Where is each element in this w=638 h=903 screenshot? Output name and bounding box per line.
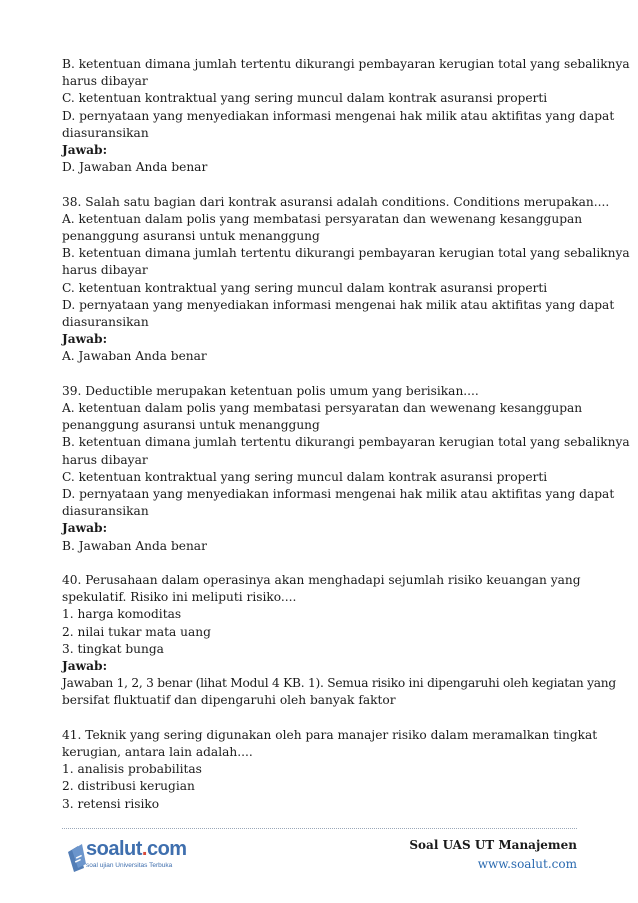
text-line: diasuransikan: [62, 315, 149, 330]
question-38: 38. Salah satu bagian dari kontrak asuransi adalah conditions. Conditions merupakan....: [62, 194, 610, 209]
answer-heading: Jawab:: [62, 521, 108, 536]
text-line: B. ketentuan dimana jumlah tertentu dikurangi pembayaran kerugian total yang sebaliknya: [62, 435, 630, 450]
text-line: A. ketentuan dalam polis yang membatasi persyaratan dan wewenang kesanggupan: [62, 401, 583, 416]
document-body: [62, 56, 630, 813]
logo-domain: com: [146, 838, 187, 860]
spacer: [62, 366, 577, 383]
text-line: D. pernyataan yang menyediakan informasi mengenai hak milik atau aktifitas yang dapat: [62, 487, 615, 502]
text-line: diasuransikan: [62, 125, 149, 140]
text-line: 2. nilai tukar mata uang: [62, 624, 211, 639]
text-line: C. ketentuan kontraktual yang sering muncul dalam kontrak asuransi properti: [62, 280, 548, 295]
text-line: B. ketentuan dimana jumlah tertentu dikurangi pembayaran kerugian total yang sebaliknya: [62, 246, 630, 261]
logo-dot: .: [141, 838, 147, 860]
footer-divider: [62, 828, 577, 829]
text-line: 3. retensi risiko: [62, 796, 160, 811]
text-line: harus dibayar: [62, 263, 148, 278]
text-line: spekulatif. Risiko ini meliputi risiko....: [62, 590, 297, 605]
text-line: A. ketentuan dalam polis yang membatasi persyaratan dan wewenang kesanggupan: [62, 211, 583, 226]
answer-heading: Jawab:: [62, 143, 108, 158]
logo-tagline: soal ujian Universitas Terbuka: [86, 862, 173, 869]
question-41: 41. Teknik yang sering digunakan oleh para manajer risiko dalam meramalkan tingkat: [62, 727, 598, 742]
spacer: [62, 176, 577, 193]
text-line: 1. harga komoditas: [62, 607, 182, 622]
footer-url-link[interactable]: www.soalut.com: [477, 857, 577, 871]
text-line: harus dibayar: [62, 452, 148, 467]
question-39: 39. Deductible merupakan ketentuan polis umum yang berisikan....: [62, 383, 479, 398]
text-line: C. ketentuan kontraktual yang sering muncul dalam kontrak asuransi properti: [62, 469, 548, 484]
text-line: B. ketentuan dimana jumlah tertentu dikurangi pembayaran kerugian total yang sebaliknya: [62, 57, 630, 71]
text-line: C. ketentuan kontraktual yang sering muncul dalam kontrak asuransi properti: [62, 91, 548, 106]
answer-heading: Jawab:: [62, 659, 108, 674]
answer-text: bersifat fluktuatif dan dipengaruhi oleh banyak faktor: [62, 693, 396, 708]
text-line: penanggung asuransi untuk menanggung: [62, 418, 320, 433]
text-line: kerugian, antara lain adalah....: [62, 745, 253, 760]
answer-text: B. Jawaban Anda benar: [62, 538, 207, 553]
text-line: 1. analisis probabilitas: [62, 762, 202, 777]
text-line: penanggung asuransi untuk menanggung: [62, 229, 320, 244]
question-40: 40. Perusahaan dalam operasinya akan menghadapi sejumlah risiko keuangan yang: [62, 573, 581, 588]
footer-title: Soal UAS UT Manajemen: [409, 838, 577, 852]
answer-text: A. Jawaban Anda benar: [62, 349, 207, 364]
spacer: [62, 710, 577, 727]
spacer: [62, 555, 577, 572]
answer-text: D. Jawaban Anda benar: [62, 160, 208, 175]
text-line: D. pernyataan yang menyediakan informasi mengenai hak milik atau aktifitas yang dapat: [62, 297, 615, 312]
text-line: diasuransikan: [62, 504, 149, 519]
text-line: harus dibayar: [62, 74, 148, 89]
answer-text: Jawaban 1, 2, 3 benar (lihat Modul 4 KB. 1). Semua risiko ini dipengaruhi oleh kegiatan yang: [62, 676, 616, 691]
text-line: D. pernyataan yang menyediakan informasi mengenai hak milik atau aktifitas yang dapat: [62, 108, 615, 123]
logo-wordmark[interactable]: [86, 838, 187, 861]
text-line: 2. distribusi kerugian: [62, 779, 195, 794]
answer-heading: Jawab:: [62, 332, 108, 347]
logo-name: soalut: [86, 838, 142, 860]
text-line: 3. tingkat bunga: [62, 641, 164, 656]
